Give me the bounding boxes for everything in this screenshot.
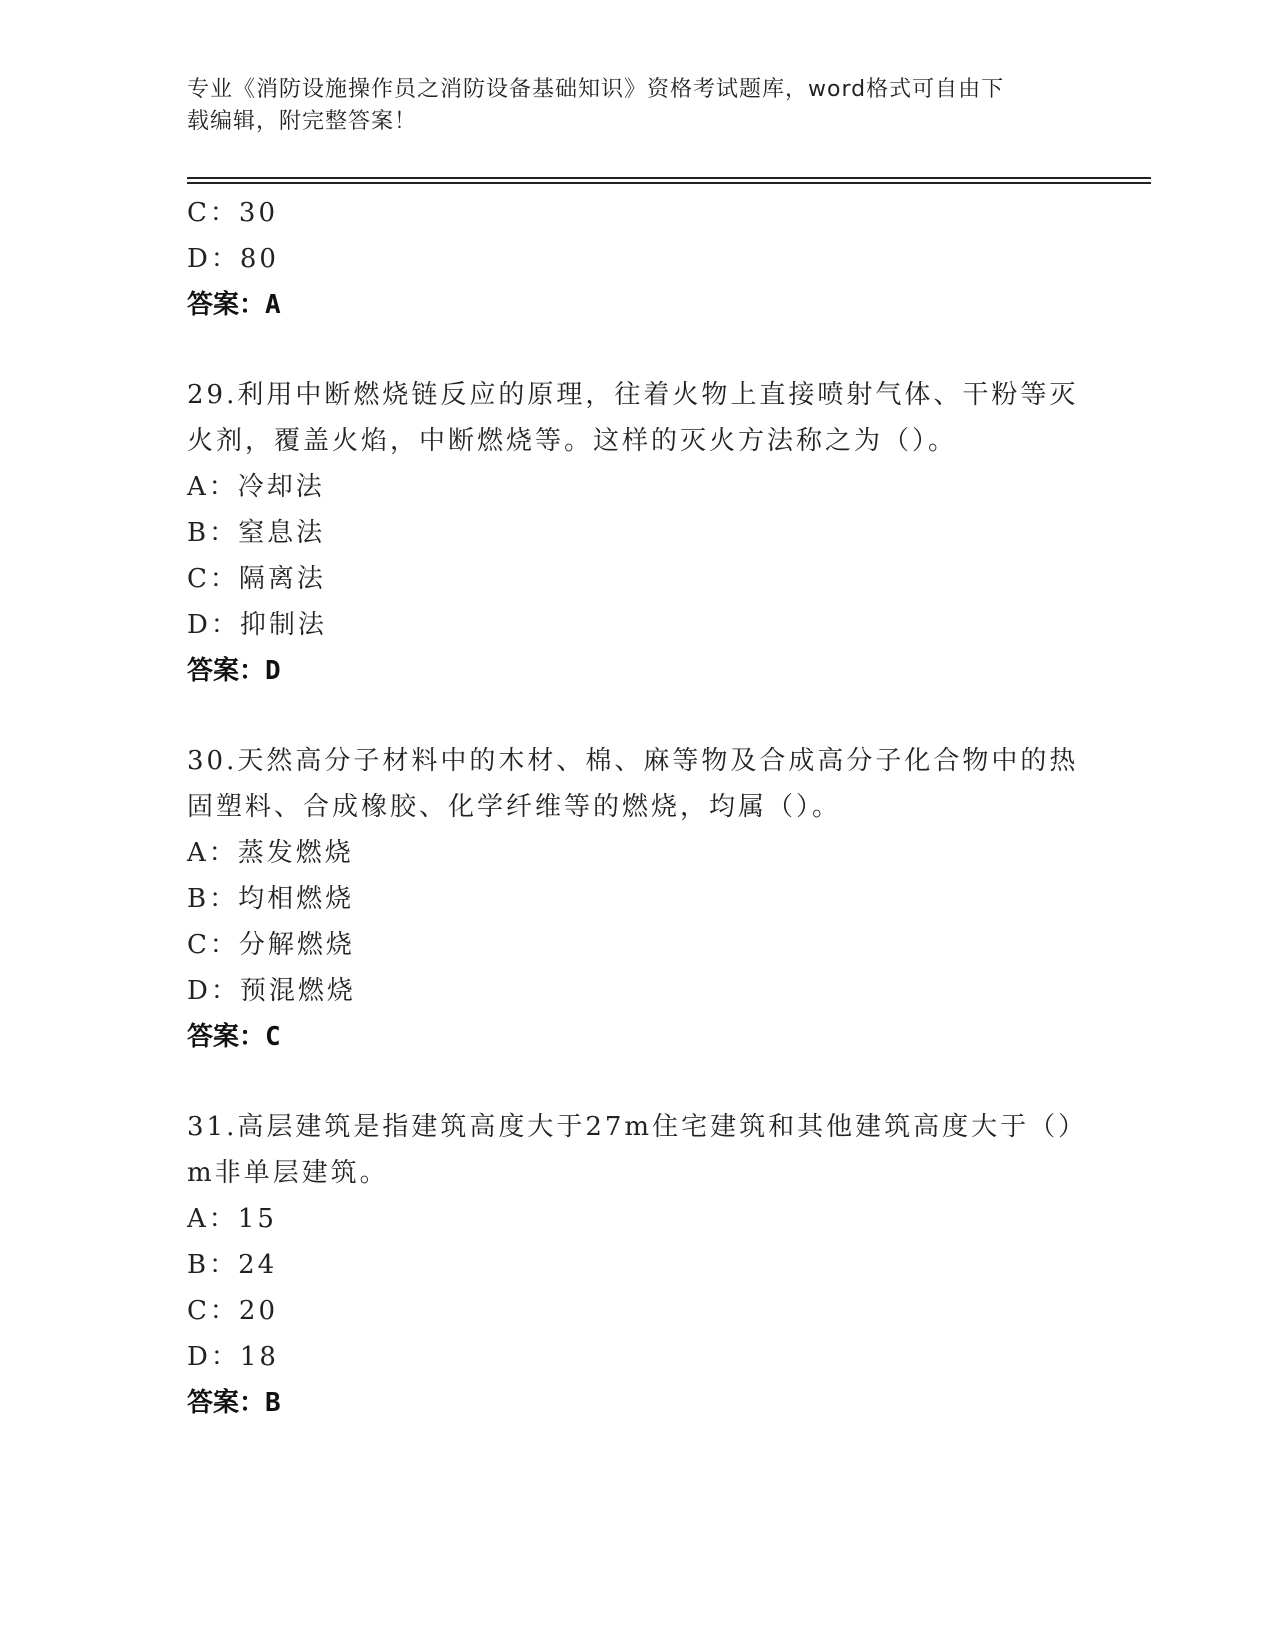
question-28-continuation — [187, 190, 1087, 328]
option-d — [187, 968, 1087, 1014]
question-stem-line: m非单层建筑。 — [187, 1158, 389, 1188]
option-text: 18 — [239, 1342, 279, 1372]
option-text: 30 — [238, 198, 278, 228]
question-stem-line: 30.天然高分子材料中的木材、棉、麻等物及合成高分子化合物中的热 — [187, 746, 1079, 776]
question-stem-line: 火剂，覆盖火焰，中断燃烧等。这样的灭火方法称之为（）。 — [187, 426, 958, 456]
option-label: A： — [187, 472, 238, 502]
header-divider-top — [187, 177, 1151, 179]
option-d — [187, 236, 1087, 282]
question-stem-line: 29.利用中断燃烧链反应的原理，往着火物上直接喷射气体、干粉等灭 — [187, 380, 1079, 410]
option-text: 预混燃烧 — [239, 976, 356, 1006]
option-text: 均相燃烧 — [238, 884, 355, 914]
option-text: 冷却法 — [237, 472, 325, 502]
option-b — [187, 876, 1087, 922]
option-text: 20 — [238, 1296, 278, 1326]
option-label: B： — [187, 1250, 239, 1280]
header-divider-bottom — [187, 182, 1151, 184]
option-label: B： — [187, 884, 239, 914]
answer-value: D — [265, 656, 281, 686]
option-label: A： — [187, 1204, 238, 1234]
header-line-1: 专业《消防设施操作员之消防设备基础知识》资格考试题库，word格式可自由下 — [187, 77, 1005, 102]
option-a — [187, 830, 1087, 876]
document-header — [187, 74, 1067, 138]
header-line-2: 载编辑，附完整答案！ — [187, 109, 418, 134]
option-label: C： — [187, 1296, 239, 1326]
question-stem-line: 固塑料、合成橡胶、化学纤维等的燃烧，均属（）。 — [187, 792, 842, 822]
option-label: D： — [187, 610, 240, 640]
option-text: 隔离法 — [238, 564, 326, 594]
answer-line — [187, 1380, 1087, 1426]
option-d — [187, 1334, 1087, 1380]
answer-label: 答案： — [187, 1388, 266, 1418]
option-label: D： — [187, 244, 240, 274]
question-list — [187, 190, 1087, 1426]
answer-value: B — [265, 1388, 281, 1418]
answer-line — [187, 648, 1087, 694]
option-text: 15 — [237, 1204, 277, 1234]
option-text: 分解燃烧 — [238, 930, 355, 960]
option-label: C： — [187, 930, 239, 960]
answer-label: 答案： — [187, 1022, 266, 1052]
option-b — [187, 510, 1087, 556]
option-label: C： — [187, 198, 239, 228]
option-c — [187, 190, 1087, 236]
answer-label: 答案： — [187, 290, 266, 320]
option-text: 蒸发燃烧 — [237, 838, 354, 868]
option-label: D： — [187, 1342, 240, 1372]
question-31 — [187, 1104, 1087, 1426]
answer-line — [187, 282, 1087, 328]
question-30 — [187, 738, 1087, 1060]
option-label: D： — [187, 976, 240, 1006]
option-c — [187, 1288, 1087, 1334]
option-label: B： — [187, 518, 239, 548]
option-a — [187, 464, 1087, 510]
option-b — [187, 1242, 1087, 1288]
option-text: 抑制法 — [239, 610, 327, 640]
answer-value: A — [265, 290, 281, 320]
question-stem-line: 31.高层建筑是指建筑高度大于27m住宅建筑和其他建筑高度大于（） — [187, 1112, 1088, 1142]
option-c — [187, 556, 1087, 602]
option-a — [187, 1196, 1087, 1242]
option-c — [187, 922, 1087, 968]
option-text: 24 — [238, 1250, 278, 1280]
question-29 — [187, 372, 1087, 694]
answer-line — [187, 1014, 1087, 1060]
option-label: A： — [187, 838, 238, 868]
answer-value: C — [265, 1022, 281, 1052]
option-text: 窒息法 — [238, 518, 326, 548]
answer-label: 答案： — [187, 656, 266, 686]
option-label: C： — [187, 564, 239, 594]
option-d — [187, 602, 1087, 648]
option-text: 80 — [239, 244, 279, 274]
